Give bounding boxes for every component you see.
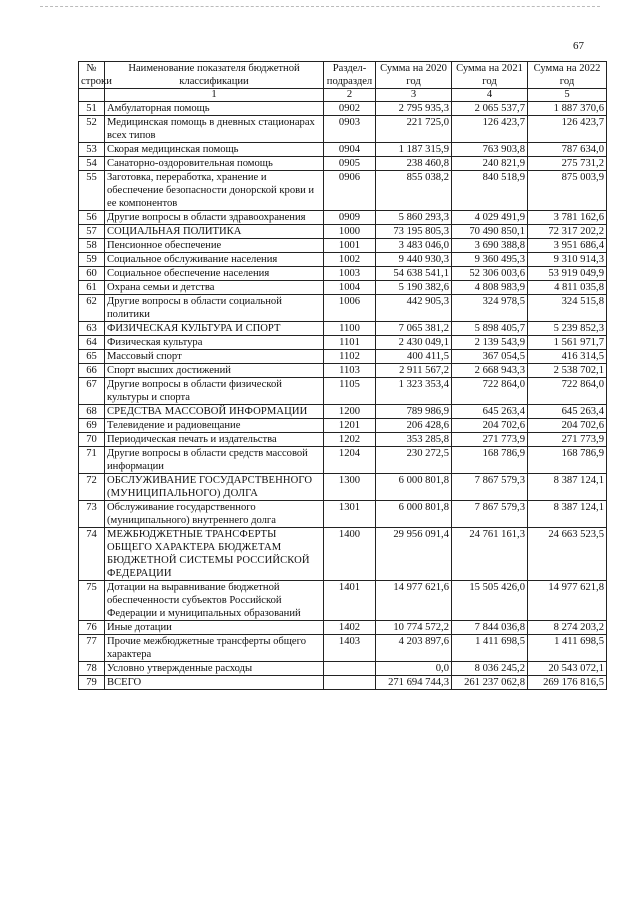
- amount-2022: 3 781 162,6: [528, 211, 607, 225]
- section-code: 1400: [324, 528, 376, 581]
- section-code: 1100: [324, 322, 376, 336]
- row-number: 75: [79, 581, 105, 621]
- section-code: 0904: [324, 143, 376, 157]
- row-number: 52: [79, 116, 105, 143]
- table-row: [79, 676, 607, 690]
- amount-2021: 2 139 543,9: [452, 336, 528, 350]
- amount-2022: 271 773,9: [528, 433, 607, 447]
- table-row: [79, 239, 607, 253]
- indicator-name: ФИЗИЧЕСКАЯ КУЛЬТУРА И СПОРТ: [105, 322, 324, 336]
- amount-2021: 8 036 245,2: [452, 662, 528, 676]
- row-number: 73: [79, 501, 105, 528]
- column-index-4: 4: [452, 89, 528, 102]
- table-row: [79, 528, 607, 581]
- amount-2021: 240 821,9: [452, 157, 528, 171]
- amount-2022: 1 411 698,5: [528, 635, 607, 662]
- row-number: 59: [79, 253, 105, 267]
- amount-2020: 6 000 801,8: [376, 474, 452, 501]
- amount-2022: 8 387 124,1: [528, 501, 607, 528]
- section-code: 1103: [324, 364, 376, 378]
- amount-2020: 7 065 381,2: [376, 322, 452, 336]
- section-code: 1201: [324, 419, 376, 433]
- table-row: [79, 621, 607, 635]
- section-code: 1102: [324, 350, 376, 364]
- section-code: 1006: [324, 295, 376, 322]
- indicator-name: Другие вопросы в области социальной политики: [105, 295, 324, 322]
- indicator-name: Охрана семьи и детства: [105, 281, 324, 295]
- indicator-name: Спорт высших достижений: [105, 364, 324, 378]
- table-row: [79, 419, 607, 433]
- header-code: Раздел-подраздел: [324, 62, 376, 89]
- indicator-name: Прочие межбюджетные трансферты общего характера: [105, 635, 324, 662]
- section-code: 1000: [324, 225, 376, 239]
- table-row: [79, 157, 607, 171]
- amount-2022: 8 274 203,2: [528, 621, 607, 635]
- amount-2021: 204 702,6: [452, 419, 528, 433]
- amount-2022: 53 919 049,9: [528, 267, 607, 281]
- amount-2020: 73 195 805,3: [376, 225, 452, 239]
- indicator-name: МЕЖБЮДЖЕТНЫЕ ТРАНСФЕРТЫ ОБЩЕГО ХАРАКТЕРА БЮДЖЕТАМ БЮДЖЕТНОЙ СИСТЕМЫ РОССИЙСКОЙ ФЕДЕРАЦИИ: [105, 528, 324, 581]
- section-code: 0906: [324, 171, 376, 211]
- amount-2021: 2 668 943,3: [452, 364, 528, 378]
- amount-2022: 168 786,9: [528, 447, 607, 474]
- amount-2020: 10 774 572,2: [376, 621, 452, 635]
- section-code: 1002: [324, 253, 376, 267]
- amount-2020: 206 428,6: [376, 419, 452, 433]
- amount-2022: 324 515,8: [528, 295, 607, 322]
- table-row: [79, 102, 607, 116]
- amount-2022: 416 314,5: [528, 350, 607, 364]
- amount-2022: 1 561 971,7: [528, 336, 607, 350]
- amount-2020: 2 430 049,1: [376, 336, 452, 350]
- table-row: [79, 433, 607, 447]
- section-code: 1004: [324, 281, 376, 295]
- header-name: Наименование показателя бюджетной классификации: [105, 62, 324, 89]
- row-number: 61: [79, 281, 105, 295]
- amount-2020: 353 285,8: [376, 433, 452, 447]
- section-code: 1200: [324, 405, 376, 419]
- amount-2022: 72 317 202,2: [528, 225, 607, 239]
- amount-2020: 54 638 541,1: [376, 267, 452, 281]
- amount-2020: 4 203 897,6: [376, 635, 452, 662]
- amount-2020: 5 190 382,6: [376, 281, 452, 295]
- amount-2022: 20 543 072,1: [528, 662, 607, 676]
- row-number: 78: [79, 662, 105, 676]
- indicator-name: Условно утвержденные расходы: [105, 662, 324, 676]
- row-number: 56: [79, 211, 105, 225]
- indicator-name: Другие вопросы в области физической культуры и спорта: [105, 378, 324, 405]
- indicator-name: Амбулаторная помощь: [105, 102, 324, 116]
- section-code: 0909: [324, 211, 376, 225]
- section-code: 0902: [324, 102, 376, 116]
- table-row: [79, 378, 607, 405]
- amount-2022: 14 977 621,8: [528, 581, 607, 621]
- header-2021: Сумма на 2021 год: [452, 62, 528, 89]
- amount-2022: 8 387 124,1: [528, 474, 607, 501]
- amount-2020: 238 460,8: [376, 157, 452, 171]
- amount-2020: 2 911 567,2: [376, 364, 452, 378]
- indicator-name: Заготовка, переработка, хранение и обеспечение безопасности донорской крови и ее компонентов: [105, 171, 324, 211]
- row-number: 71: [79, 447, 105, 474]
- header-2022: Сумма на 2022 год: [528, 62, 607, 89]
- row-number: 54: [79, 157, 105, 171]
- amount-2021: 261 237 062,8: [452, 676, 528, 690]
- indicator-name: Массовый спорт: [105, 350, 324, 364]
- row-number: 67: [79, 378, 105, 405]
- row-number: 65: [79, 350, 105, 364]
- row-number: 58: [79, 239, 105, 253]
- table-row: [79, 350, 607, 364]
- amount-2020: 9 440 930,3: [376, 253, 452, 267]
- amount-2020: 0,0: [376, 662, 452, 676]
- amount-2021: 4 808 983,9: [452, 281, 528, 295]
- table-row: [79, 635, 607, 662]
- amount-2021: 271 773,9: [452, 433, 528, 447]
- amount-2021: 722 864,0: [452, 378, 528, 405]
- table-row: [79, 474, 607, 501]
- table-row: [79, 171, 607, 211]
- column-index-2: 2: [324, 89, 376, 102]
- indicator-name: СРЕДСТВА МАССОВОЙ ИНФОРМАЦИИ: [105, 405, 324, 419]
- section-code: 0903: [324, 116, 376, 143]
- amount-2020: 3 483 046,0: [376, 239, 452, 253]
- section-code: 1204: [324, 447, 376, 474]
- indicator-name: Социальное обеспечение населения: [105, 267, 324, 281]
- table-row: [79, 225, 607, 239]
- row-number: 53: [79, 143, 105, 157]
- section-code: 1300: [324, 474, 376, 501]
- amount-2022: 787 634,0: [528, 143, 607, 157]
- amount-2021: 7 844 036,8: [452, 621, 528, 635]
- row-number: 55: [79, 171, 105, 211]
- amount-2020: 1 187 315,9: [376, 143, 452, 157]
- section-code: 1403: [324, 635, 376, 662]
- amount-2022: 9 310 914,3: [528, 253, 607, 267]
- section-code: 1003: [324, 267, 376, 281]
- amount-2021: 2 065 537,7: [452, 102, 528, 116]
- amount-2020: 400 411,5: [376, 350, 452, 364]
- amount-2020: 442 905,3: [376, 295, 452, 322]
- amount-2022: 126 423,7: [528, 116, 607, 143]
- amount-2022: 875 003,9: [528, 171, 607, 211]
- indicator-name: Обслуживание государственного (муниципального) внутреннего долга: [105, 501, 324, 528]
- indicator-name: СОЦИАЛЬНАЯ ПОЛИТИКА: [105, 225, 324, 239]
- amount-2022: 2 538 702,1: [528, 364, 607, 378]
- section-code: 1401: [324, 581, 376, 621]
- amount-2022: 1 887 370,6: [528, 102, 607, 116]
- row-number: 51: [79, 102, 105, 116]
- amount-2020: 2 795 935,3: [376, 102, 452, 116]
- section-code: 1301: [324, 501, 376, 528]
- indicator-name: Периодическая печать и издательства: [105, 433, 324, 447]
- amount-2020: 5 860 293,3: [376, 211, 452, 225]
- page-number: 67: [573, 40, 584, 52]
- amount-2021: 24 761 161,3: [452, 528, 528, 581]
- amount-2021: 3 690 388,8: [452, 239, 528, 253]
- header-num: № строки: [79, 62, 105, 89]
- row-number: 69: [79, 419, 105, 433]
- table-row: [79, 211, 607, 225]
- amount-2022: 275 731,2: [528, 157, 607, 171]
- header-row: [79, 62, 607, 89]
- amount-2020: 855 038,2: [376, 171, 452, 211]
- indicator-name: Медицинская помощь в дневных стационарах всех типов: [105, 116, 324, 143]
- section-code: 0905: [324, 157, 376, 171]
- indicator-name: Другие вопросы в области здравоохранения: [105, 211, 324, 225]
- table-row: [79, 322, 607, 336]
- table-row: [79, 405, 607, 419]
- row-number: 62: [79, 295, 105, 322]
- column-index-1: 1: [105, 89, 324, 102]
- amount-2020: 6 000 801,8: [376, 501, 452, 528]
- row-number: 63: [79, 322, 105, 336]
- budget-table: [78, 61, 607, 690]
- amount-2022: 3 951 686,4: [528, 239, 607, 253]
- table-row: [79, 116, 607, 143]
- amount-2020: 789 986,9: [376, 405, 452, 419]
- amount-2022: 645 263,4: [528, 405, 607, 419]
- amount-2020: 1 323 353,4: [376, 378, 452, 405]
- indicator-name: ВСЕГО: [105, 676, 324, 690]
- table-row: [79, 364, 607, 378]
- indicator-name: Иные дотации: [105, 621, 324, 635]
- amount-2021: 763 903,8: [452, 143, 528, 157]
- amount-2021: 7 867 579,3: [452, 501, 528, 528]
- row-number: 64: [79, 336, 105, 350]
- indicator-name: Пенсионное обеспечение: [105, 239, 324, 253]
- amount-2021: 367 054,5: [452, 350, 528, 364]
- section-code: 1101: [324, 336, 376, 350]
- table-row: [79, 501, 607, 528]
- row-number: 60: [79, 267, 105, 281]
- section-code: 1402: [324, 621, 376, 635]
- table-row: [79, 447, 607, 474]
- indicator-name: Социальное обслуживание населения: [105, 253, 324, 267]
- amount-2022: 5 239 852,3: [528, 322, 607, 336]
- amount-2021: 7 867 579,3: [452, 474, 528, 501]
- row-number: 79: [79, 676, 105, 690]
- column-index-5: 5: [528, 89, 607, 102]
- row-number: 72: [79, 474, 105, 501]
- amount-2020: 14 977 621,6: [376, 581, 452, 621]
- amount-2021: 1 411 698,5: [452, 635, 528, 662]
- amount-2021: 324 978,5: [452, 295, 528, 322]
- amount-2021: 4 029 491,9: [452, 211, 528, 225]
- section-code: 1001: [324, 239, 376, 253]
- amount-2022: 722 864,0: [528, 378, 607, 405]
- section-code: 1105: [324, 378, 376, 405]
- amount-2021: 52 306 003,6: [452, 267, 528, 281]
- column-index-blank: [79, 89, 105, 102]
- row-number: 76: [79, 621, 105, 635]
- table-row: [79, 267, 607, 281]
- amount-2021: 15 505 426,0: [452, 581, 528, 621]
- row-number: 66: [79, 364, 105, 378]
- amount-2020: 230 272,5: [376, 447, 452, 474]
- amount-2022: 24 663 523,5: [528, 528, 607, 581]
- amount-2020: 221 725,0: [376, 116, 452, 143]
- header-2020: Сумма на 2020 год: [376, 62, 452, 89]
- table-row: [79, 581, 607, 621]
- column-index-row: [79, 89, 607, 102]
- amount-2020: 271 694 744,3: [376, 676, 452, 690]
- amount-2022: 269 176 816,5: [528, 676, 607, 690]
- amount-2021: 9 360 495,3: [452, 253, 528, 267]
- table-row: [79, 143, 607, 157]
- amount-2020: 29 956 091,4: [376, 528, 452, 581]
- row-number: 77: [79, 635, 105, 662]
- amount-2021: 126 423,7: [452, 116, 528, 143]
- column-index-3: 3: [376, 89, 452, 102]
- row-number: 74: [79, 528, 105, 581]
- table-row: [79, 253, 607, 267]
- table-row: [79, 662, 607, 676]
- indicator-name: Телевидение и радиовещание: [105, 419, 324, 433]
- amount-2021: 5 898 405,7: [452, 322, 528, 336]
- row-number: 57: [79, 225, 105, 239]
- amount-2021: 840 518,9: [452, 171, 528, 211]
- table-row: [79, 281, 607, 295]
- indicator-name: ОБСЛУЖИВАНИЕ ГОСУДАРСТВЕННОГО (МУНИЦИПАЛЬНОГО) ДОЛГА: [105, 474, 324, 501]
- indicator-name: Санаторно-оздоровительная помощь: [105, 157, 324, 171]
- indicator-name: Физическая культура: [105, 336, 324, 350]
- table-row: [79, 336, 607, 350]
- amount-2021: 70 490 850,1: [452, 225, 528, 239]
- row-number: 70: [79, 433, 105, 447]
- indicator-name: Другие вопросы в области средств массовой информации: [105, 447, 324, 474]
- amount-2022: 204 702,6: [528, 419, 607, 433]
- section-code: [324, 676, 376, 690]
- section-code: 1202: [324, 433, 376, 447]
- indicator-name: Скорая медицинская помощь: [105, 143, 324, 157]
- table-row: [79, 295, 607, 322]
- indicator-name: Дотации на выравнивание бюджетной обеспеченности субъектов Российской Федерации и муниципальных образований: [105, 581, 324, 621]
- amount-2022: 4 811 035,8: [528, 281, 607, 295]
- amount-2021: 645 263,4: [452, 405, 528, 419]
- scan-top-edge: [40, 6, 600, 7]
- row-number: 68: [79, 405, 105, 419]
- amount-2021: 168 786,9: [452, 447, 528, 474]
- section-code: [324, 662, 376, 676]
